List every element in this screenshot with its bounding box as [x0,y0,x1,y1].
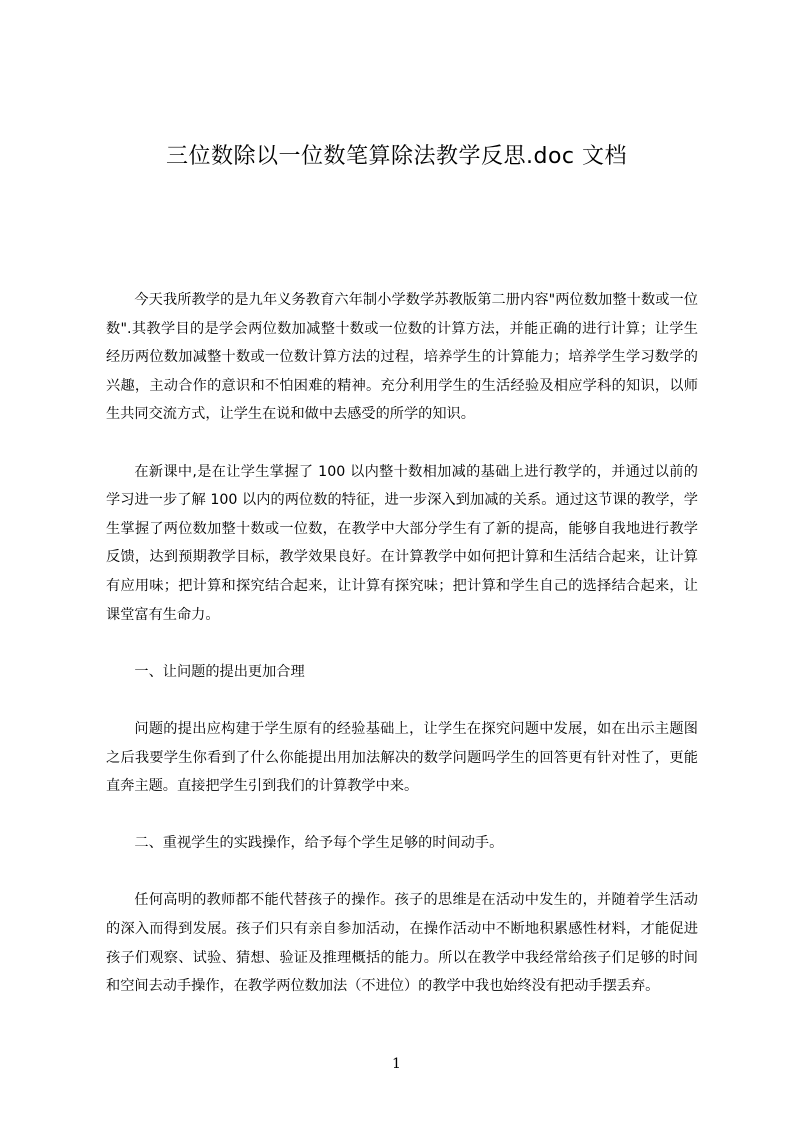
page-number: 1 [392,1056,401,1072]
section-heading-1: 一、让问题的提出更加合理 [134,663,305,680]
document-body [106,286,698,1029]
section-heading-2: 二、重视学生的实践操作，给予每个学生足够的时间动手。 [134,835,504,852]
paragraph-practice: 任何高明的教师都不能代替孩子的操作。孩子的思维是在活动中发生的，并随着学生活动的深入而得到发展。孩子们只有亲自参加活动，在操作活动中不断地积累感性材料，才能促进孩子们观察、试验、猜想、验证及推理概括的能力。所以在教学中我经常给孩子们足够的时间和空间去动手操作，在教学两位数加法（不进位）的教学中我也始终没有把动手摆丢弃。 [106,892,698,995]
document-title: 三位数除以一位数笔算除法教学反思.doc 文档 [165,144,627,169]
paragraph-questions: 问题的提出应构建于学生原有的经验基础上，让学生在探究问题中发展，如在出示主题图之后我要学生你看到了什么你能提出用加法解决的数学问题吗学生的回答更有针对性了，更能直奔主题。直接把学生引到我们的计算教学中来。 [106,720,698,795]
paragraph-new-lesson: 在新课中,是在让学生掌握了 100 以内整十数相加减的基础上进行教学的，并通过以前的学习进一步了解 100 以内的两位数的特征，进一步深入到加减的关系。通过这节课的教学，学生掌握了两位数加整十数或一位数，在教学中大部分学生有了新的提高，能够自我地进行教学反馈，达到预期教学目标，教学效果良好。在计算教学中如何把计算和生活结合起来，让计算有应用味；把计算和探究结合起来，让计算有探究味；把计算和学生自己的选择结合起来，让课堂富有生命力。 [106,463,698,623]
paragraph-intro: 今天我所教学的是九年义务教育六年制小学数学苏教版第二册内容"两位数加整十数或一位数".其教学目的是学会两位数加减整十数或一位数的计算方法，并能正确的进行计算；让学生经历两位数加减整十数或一位数计算方法的过程，培养学生的计算能力；培养学生学习数学的兴趣，主动合作的意识和不怕困难的精神。充分利用学生的生活经验及相应学科的知识，以师生共同交流方式，让学生在说和做中去感受的所学的知识。 [106,292,698,423]
